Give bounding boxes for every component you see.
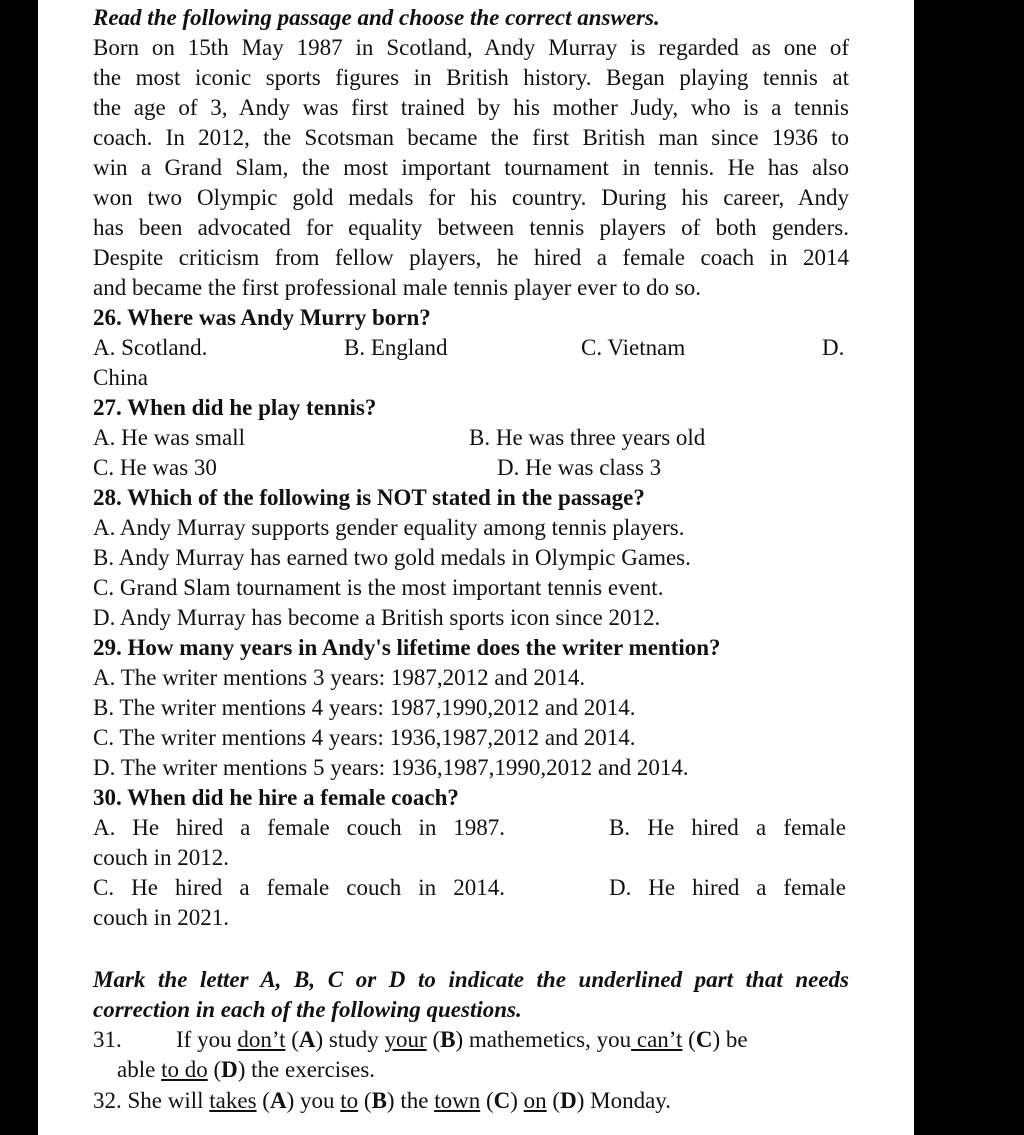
q31-letter-b[interactable]: B bbox=[440, 1027, 456, 1052]
q32-text: ( bbox=[358, 1088, 372, 1113]
q31-text: ( bbox=[426, 1027, 441, 1052]
q28-option-d[interactable]: D. Andy Murray has become a British sports icon since 2012. bbox=[93, 605, 661, 630]
q31-text: ) mathemetics, you bbox=[455, 1027, 632, 1052]
q32-letter-d[interactable]: D bbox=[560, 1088, 577, 1113]
q31-underlined-b: your bbox=[384, 1027, 427, 1052]
passage-line: win a Grand Slam, the most important tournament in tennis. He has also bbox=[93, 155, 849, 180]
q32-text: ) the bbox=[386, 1088, 435, 1113]
q30-option-d[interactable]: D. He hired a female bbox=[609, 875, 846, 900]
q32-text: ( bbox=[256, 1088, 270, 1113]
q31-sentence bbox=[176, 1026, 748, 1054]
q32-text: ) Monday. bbox=[576, 1088, 672, 1113]
q27-option-d[interactable]: D. He was class 3 bbox=[497, 455, 662, 480]
q30-option-b-continued: couch in 2012. bbox=[93, 845, 230, 870]
passage-line: and became the first professional male tennis player ever to do so. bbox=[93, 275, 702, 300]
q29-option-b[interactable]: B. The writer mentions 4 years: 1987,1990,2012 and 2014. bbox=[93, 695, 636, 720]
q26-option-c[interactable]: C. Vietnam bbox=[581, 335, 686, 360]
q31-text: ( bbox=[285, 1027, 299, 1052]
question-28: 28. Which of the following is NOT stated in the passage? bbox=[93, 485, 645, 510]
passage-line: won two Olympic gold medals for his country. During his career, Andy bbox=[93, 185, 849, 210]
q30-option-d-continued: couch in 2021. bbox=[93, 905, 230, 930]
q30-option-a[interactable]: A. He hired a female couch in 1987. bbox=[93, 815, 505, 840]
question-30: 30. When did he hire a female coach? bbox=[93, 785, 459, 810]
q31-text: ) study bbox=[315, 1027, 385, 1052]
q31-sentence-cont bbox=[117, 1056, 375, 1084]
q32-underlined-d: on bbox=[523, 1088, 547, 1113]
q26-option-d[interactable]: D. bbox=[822, 335, 845, 360]
q32-letter-a[interactable]: A bbox=[269, 1088, 287, 1113]
q26-option-a[interactable]: A. Scotland. bbox=[93, 335, 208, 360]
q32-text: 32. She will bbox=[93, 1088, 210, 1113]
q26-option-d-continued: China bbox=[93, 365, 148, 390]
error-instruction-line: correction in each of the following questions. bbox=[93, 997, 522, 1022]
q27-option-c[interactable]: C. He was 30 bbox=[93, 455, 217, 480]
q29-option-c[interactable]: C. The writer mentions 4 years: 1936,1987,2012 and 2014. bbox=[93, 725, 636, 750]
question-29: 29. How many years in Andy's lifetime does the writer mention? bbox=[93, 635, 721, 660]
q32-text: ( bbox=[546, 1088, 561, 1113]
q31-number: 31. bbox=[93, 1027, 122, 1052]
q32-text: ( bbox=[480, 1088, 494, 1113]
q27-option-b[interactable]: B. He was three years old bbox=[469, 425, 706, 450]
q29-option-d[interactable]: D. The writer mentions 5 years: 1936,1987,1990,2012 and 2014. bbox=[93, 755, 689, 780]
q31-letter-a[interactable]: A bbox=[298, 1027, 316, 1052]
question-32 bbox=[93, 1087, 849, 1115]
question-26: 26. Where was Andy Murry born? bbox=[93, 305, 431, 330]
q31-underlined-d: to do bbox=[161, 1057, 208, 1082]
question-27: 27. When did he play tennis? bbox=[93, 395, 377, 420]
q27-option-a[interactable]: A. He was small bbox=[93, 425, 246, 450]
passage-line: Despite criticism from fellow players, he hired a female coach in 2014 bbox=[93, 245, 849, 270]
q32-letter-c[interactable]: C bbox=[493, 1088, 511, 1113]
q31-text: ) be bbox=[712, 1027, 748, 1052]
q31-text: able bbox=[117, 1057, 162, 1082]
q31-text: ( bbox=[207, 1057, 222, 1082]
q32-underlined-c: town bbox=[434, 1088, 481, 1113]
passage-line: coach. In 2012, the Scotsman became the first British man since 1936 to bbox=[93, 125, 849, 150]
q32-text: ) bbox=[510, 1088, 524, 1113]
q28-option-b[interactable]: B. Andy Murray has earned two gold medals in Olympic Games. bbox=[93, 545, 691, 570]
q31-text: If you bbox=[176, 1027, 238, 1052]
q31-text: ( bbox=[682, 1027, 696, 1052]
q31-letter-c[interactable]: C bbox=[695, 1027, 713, 1052]
q32-underlined-a: takes bbox=[209, 1088, 257, 1113]
passage-line: has been advocated for equality between tennis players of both genders. bbox=[93, 215, 849, 240]
reading-instruction: Read the following passage and choose the correct answers. bbox=[93, 5, 660, 30]
q31-text: ) the exercises. bbox=[237, 1057, 376, 1082]
q32-letter-b[interactable]: B bbox=[371, 1088, 387, 1113]
q32-text: ) you bbox=[286, 1088, 341, 1113]
q31-letter-d[interactable]: D bbox=[221, 1057, 238, 1082]
q31-underlined-a: don’t bbox=[237, 1027, 286, 1052]
q28-option-a[interactable]: A. Andy Murray supports gender equality among tennis players. bbox=[93, 515, 685, 540]
q31-underlined-c: can’t bbox=[631, 1027, 683, 1052]
q30-option-c[interactable]: C. He hired a female couch in 2014. bbox=[93, 875, 505, 900]
q28-option-c[interactable]: C. Grand Slam tournament is the most important tennis event. bbox=[93, 575, 664, 600]
passage-line: the most iconic sports figures in British history. Began playing tennis at bbox=[93, 65, 849, 90]
error-instruction-line: Mark the letter A, B, C or D to indicate the underlined part that needs bbox=[93, 967, 849, 992]
passage-line: Born on 15th May 1987 in Scotland, Andy Murray is regarded as one of bbox=[93, 35, 849, 60]
q30-option-b[interactable]: B. He hired a female bbox=[609, 815, 846, 840]
q26-option-b[interactable]: B. England bbox=[344, 335, 448, 360]
passage-line: the age of 3, Andy was first trained by his mother Judy, who is a tennis bbox=[93, 95, 849, 120]
q32-underlined-b: to bbox=[340, 1088, 359, 1113]
q29-option-a[interactable]: A. The writer mentions 3 years: 1987,2012 and 2014. bbox=[93, 665, 586, 690]
